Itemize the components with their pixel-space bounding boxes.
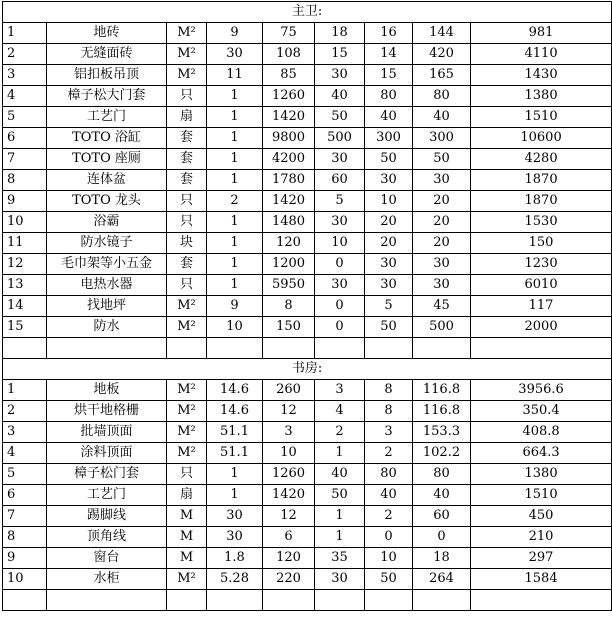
item-name-cell[interactable]: 毛巾架等小五金 (47, 254, 167, 275)
material-price-cell[interactable]: 108 (263, 44, 315, 65)
table-row (3, 443, 612, 464)
unit-cell[interactable]: M (167, 506, 207, 527)
auxiliary-price-cell[interactable]: 8 (365, 401, 413, 422)
blank-cell[interactable] (263, 338, 315, 359)
unit-cell[interactable]: M² (167, 380, 207, 401)
quantity-cell[interactable]: 14.6 (207, 380, 263, 401)
item-name-cell[interactable]: TOTO 座厕 (47, 149, 167, 170)
quantity-cell[interactable]: 10 (207, 317, 263, 338)
item-name-cell[interactable]: 工艺门 (47, 107, 167, 128)
row-index-cell[interactable]: 2 (3, 401, 47, 422)
auxiliary-price-cell[interactable]: 14 (365, 44, 413, 65)
auxiliary-price-cell[interactable]: 10 (365, 548, 413, 569)
labor-total-cell[interactable]: 116.8 (413, 401, 471, 422)
auxiliary-price-cell[interactable]: 20 (365, 233, 413, 254)
labor-total-cell[interactable]: 18 (413, 548, 471, 569)
material-price-cell[interactable]: 12 (263, 506, 315, 527)
row-index-cell[interactable]: 4 (3, 443, 47, 464)
row-index-cell[interactable]: 15 (3, 317, 47, 338)
table-row (3, 23, 612, 44)
auxiliary-price-cell[interactable]: 30 (365, 275, 413, 296)
labor-price-cell[interactable]: 30 (315, 65, 365, 86)
row-index-cell[interactable]: 4 (3, 86, 47, 107)
auxiliary-price-cell[interactable]: 300 (365, 128, 413, 149)
auxiliary-price-cell[interactable]: 8 (365, 380, 413, 401)
quantity-cell[interactable]: 1 (207, 86, 263, 107)
labor-price-cell[interactable]: 40 (315, 464, 365, 485)
unit-cell[interactable]: M² (167, 443, 207, 464)
labor-total-cell[interactable]: 116.8 (413, 380, 471, 401)
unit-cell[interactable]: 只 (167, 86, 207, 107)
item-name-cell[interactable]: 浴霸 (47, 212, 167, 233)
total-price-cell[interactable]: 2000 (471, 317, 612, 338)
quantity-cell[interactable]: 1 (207, 170, 263, 191)
item-name-cell[interactable]: TOTO 龙头 (47, 191, 167, 212)
row-index-cell[interactable]: 10 (3, 212, 47, 233)
blank-cell[interactable] (47, 338, 167, 359)
labor-price-cell[interactable]: 50 (315, 107, 365, 128)
labor-price-cell[interactable]: 30 (315, 149, 365, 170)
labor-total-cell[interactable]: 20 (413, 212, 471, 233)
blank-cell[interactable] (167, 338, 207, 359)
unit-cell[interactable]: 扇 (167, 107, 207, 128)
total-price-cell[interactable]: 10600 (471, 128, 612, 149)
blank-cell[interactable] (315, 590, 365, 611)
material-price-cell[interactable]: 150 (263, 317, 315, 338)
row-index-cell[interactable]: 14 (3, 296, 47, 317)
blank-cell[interactable] (365, 338, 413, 359)
material-price-cell[interactable]: 3 (263, 422, 315, 443)
item-name-cell[interactable]: 铝扣板吊顶 (47, 65, 167, 86)
unit-cell[interactable]: 只 (167, 464, 207, 485)
row-index-cell[interactable]: 8 (3, 170, 47, 191)
material-price-cell[interactable]: 12 (263, 401, 315, 422)
labor-price-cell[interactable]: 50 (315, 485, 365, 506)
total-price-cell[interactable]: 350.4 (471, 401, 612, 422)
table-row (3, 464, 612, 485)
unit-cell[interactable]: M² (167, 569, 207, 590)
blank-cell[interactable] (263, 590, 315, 611)
quantity-cell[interactable]: 2 (207, 191, 263, 212)
auxiliary-price-cell[interactable]: 80 (365, 86, 413, 107)
total-price-cell[interactable]: 297 (471, 548, 612, 569)
material-price-cell[interactable]: 8 (263, 296, 315, 317)
labor-total-cell[interactable]: 30 (413, 275, 471, 296)
quantity-cell[interactable]: 9 (207, 23, 263, 44)
labor-price-cell[interactable]: 5 (315, 191, 365, 212)
unit-cell[interactable]: 套 (167, 149, 207, 170)
quantity-cell[interactable]: 51.1 (207, 443, 263, 464)
unit-cell[interactable]: 扇 (167, 485, 207, 506)
unit-cell[interactable]: M² (167, 296, 207, 317)
row-index-cell[interactable]: 1 (3, 23, 47, 44)
labor-price-cell[interactable]: 30 (315, 275, 365, 296)
labor-total-cell[interactable]: 80 (413, 86, 471, 107)
row-index-cell[interactable]: 3 (3, 65, 47, 86)
unit-cell[interactable]: 套 (167, 170, 207, 191)
material-price-cell[interactable]: 1420 (263, 485, 315, 506)
quantity-cell[interactable]: 1.8 (207, 548, 263, 569)
item-name-cell[interactable]: 电热水器 (47, 275, 167, 296)
total-price-cell[interactable]: 4110 (471, 44, 612, 65)
labor-price-cell[interactable]: 30 (315, 569, 365, 590)
blank-cell[interactable] (413, 590, 471, 611)
auxiliary-price-cell[interactable]: 30 (365, 170, 413, 191)
labor-price-cell[interactable]: 10 (315, 233, 365, 254)
material-price-cell[interactable]: 9800 (263, 128, 315, 149)
unit-cell[interactable]: M² (167, 317, 207, 338)
quantity-cell[interactable]: 30 (207, 506, 263, 527)
item-name-cell[interactable]: 水柜 (47, 569, 167, 590)
quantity-cell[interactable]: 14.6 (207, 401, 263, 422)
blank-cell[interactable] (471, 338, 612, 359)
table-row (3, 149, 612, 170)
labor-price-cell[interactable]: 40 (315, 86, 365, 107)
unit-cell[interactable]: M² (167, 44, 207, 65)
quantity-cell[interactable]: 11 (207, 65, 263, 86)
total-price-cell[interactable]: 1870 (471, 191, 612, 212)
material-price-cell[interactable]: 10 (263, 443, 315, 464)
labor-total-cell[interactable]: 50 (413, 149, 471, 170)
material-price-cell[interactable]: 1260 (263, 86, 315, 107)
labor-total-cell[interactable]: 165 (413, 65, 471, 86)
unit-cell[interactable]: M² (167, 65, 207, 86)
labor-price-cell[interactable]: 0 (315, 254, 365, 275)
auxiliary-price-cell[interactable]: 15 (365, 65, 413, 86)
item-name-cell[interactable]: 防水镜子 (47, 233, 167, 254)
labor-price-cell[interactable]: 0 (315, 317, 365, 338)
material-price-cell[interactable]: 6 (263, 527, 315, 548)
auxiliary-price-cell[interactable]: 2 (365, 506, 413, 527)
labor-price-cell[interactable]: 60 (315, 170, 365, 191)
quantity-cell[interactable]: 1 (207, 233, 263, 254)
quantity-cell[interactable]: 30 (207, 527, 263, 548)
labor-price-cell[interactable]: 1 (315, 443, 365, 464)
total-price-cell[interactable]: 150 (471, 233, 612, 254)
labor-total-cell[interactable]: 102.2 (413, 443, 471, 464)
total-price-cell[interactable]: 1380 (471, 464, 612, 485)
quantity-cell[interactable]: 1 (207, 485, 263, 506)
material-price-cell[interactable]: 1480 (263, 212, 315, 233)
auxiliary-price-cell[interactable]: 3 (365, 422, 413, 443)
unit-cell[interactable]: 块 (167, 233, 207, 254)
table-row (3, 548, 612, 569)
labor-total-cell[interactable]: 30 (413, 254, 471, 275)
labor-total-cell[interactable]: 20 (413, 191, 471, 212)
table-row (3, 296, 612, 317)
row-index-cell[interactable]: 11 (3, 233, 47, 254)
item-name-cell[interactable]: 连体盆 (47, 170, 167, 191)
auxiliary-price-cell[interactable]: 16 (365, 23, 413, 44)
unit-cell[interactable]: M² (167, 422, 207, 443)
auxiliary-price-cell[interactable]: 2 (365, 443, 413, 464)
labor-total-cell[interactable]: 0 (413, 527, 471, 548)
item-name-cell[interactable]: 找地坪 (47, 296, 167, 317)
total-price-cell[interactable]: 1380 (471, 86, 612, 107)
table-row (3, 212, 612, 233)
table-row (3, 569, 612, 590)
table-row (3, 128, 612, 149)
labor-price-cell[interactable]: 15 (315, 44, 365, 65)
blank-row (3, 338, 612, 359)
total-price-cell[interactable]: 450 (471, 506, 612, 527)
unit-cell[interactable]: M (167, 527, 207, 548)
section-header-row (3, 359, 612, 380)
row-index-cell[interactable]: 8 (3, 527, 47, 548)
quantity-cell[interactable]: 51.1 (207, 422, 263, 443)
row-index-cell[interactable]: 9 (3, 548, 47, 569)
labor-total-cell[interactable]: 153.3 (413, 422, 471, 443)
material-price-cell[interactable]: 1200 (263, 254, 315, 275)
material-price-cell[interactable]: 260 (263, 380, 315, 401)
material-price-cell[interactable]: 1420 (263, 191, 315, 212)
quantity-cell[interactable]: 1 (207, 128, 263, 149)
auxiliary-price-cell[interactable]: 50 (365, 569, 413, 590)
auxiliary-price-cell[interactable]: 30 (365, 254, 413, 275)
labor-total-cell[interactable]: 300 (413, 128, 471, 149)
quantity-cell[interactable]: 30 (207, 44, 263, 65)
table-row (3, 86, 612, 107)
blank-cell[interactable] (471, 590, 612, 611)
labor-price-cell[interactable]: 1 (315, 527, 365, 548)
item-name-cell[interactable]: 工艺门 (47, 485, 167, 506)
labor-price-cell[interactable]: 4 (315, 401, 365, 422)
unit-cell[interactable]: M (167, 548, 207, 569)
total-price-cell[interactable]: 117 (471, 296, 612, 317)
blank-cell[interactable] (3, 338, 47, 359)
row-index-cell[interactable]: 12 (3, 254, 47, 275)
auxiliary-price-cell[interactable]: 5 (365, 296, 413, 317)
auxiliary-price-cell[interactable]: 0 (365, 527, 413, 548)
quantity-cell[interactable]: 5.28 (207, 569, 263, 590)
material-price-cell[interactable]: 5950 (263, 275, 315, 296)
item-name-cell[interactable]: 地板 (47, 380, 167, 401)
auxiliary-price-cell[interactable]: 50 (365, 317, 413, 338)
row-index-cell[interactable]: 5 (3, 107, 47, 128)
total-price-cell[interactable]: 1230 (471, 254, 612, 275)
section-title: 书房: (3, 359, 612, 380)
labor-price-cell[interactable]: 0 (315, 296, 365, 317)
blank-cell[interactable] (315, 338, 365, 359)
labor-total-cell[interactable]: 144 (413, 23, 471, 44)
material-price-cell[interactable]: 220 (263, 569, 315, 590)
table-row (3, 506, 612, 527)
unit-cell[interactable]: 只 (167, 191, 207, 212)
quantity-cell[interactable]: 1 (207, 254, 263, 275)
total-price-cell[interactable]: 1530 (471, 212, 612, 233)
table-row (3, 275, 612, 296)
row-index-cell[interactable]: 2 (3, 44, 47, 65)
labor-price-cell[interactable]: 35 (315, 548, 365, 569)
blank-cell[interactable] (207, 338, 263, 359)
section-header-row (3, 2, 612, 23)
item-name-cell[interactable]: 踢脚线 (47, 506, 167, 527)
row-index-cell[interactable]: 1 (3, 380, 47, 401)
auxiliary-price-cell[interactable]: 40 (365, 485, 413, 506)
row-index-cell[interactable]: 3 (3, 422, 47, 443)
quantity-cell[interactable]: 1 (207, 464, 263, 485)
auxiliary-price-cell[interactable]: 10 (365, 191, 413, 212)
total-price-cell[interactable]: 408.8 (471, 422, 612, 443)
item-name-cell[interactable]: 地砖 (47, 23, 167, 44)
unit-cell[interactable]: 套 (167, 128, 207, 149)
blank-cell[interactable] (365, 590, 413, 611)
labor-total-cell[interactable]: 45 (413, 296, 471, 317)
quantity-cell[interactable]: 1 (207, 107, 263, 128)
row-index-cell[interactable]: 13 (3, 275, 47, 296)
budget-table (2, 1, 612, 611)
total-price-cell[interactable]: 210 (471, 527, 612, 548)
item-name-cell[interactable]: 防水 (47, 317, 167, 338)
table-row (3, 170, 612, 191)
blank-row (3, 590, 612, 611)
item-name-cell[interactable]: 樟子松大门套 (47, 86, 167, 107)
labor-total-cell[interactable]: 40 (413, 485, 471, 506)
table-row (3, 401, 612, 422)
material-price-cell[interactable]: 120 (263, 233, 315, 254)
item-name-cell[interactable]: 顶角线 (47, 527, 167, 548)
row-index-cell[interactable]: 7 (3, 149, 47, 170)
material-price-cell[interactable]: 85 (263, 65, 315, 86)
labor-total-cell[interactable]: 40 (413, 107, 471, 128)
table-row (3, 380, 612, 401)
labor-price-cell[interactable]: 2 (315, 422, 365, 443)
row-index-cell[interactable]: 7 (3, 506, 47, 527)
item-name-cell[interactable]: 批墙顶面 (47, 422, 167, 443)
row-index-cell[interactable]: 10 (3, 569, 47, 590)
total-price-cell[interactable]: 1870 (471, 170, 612, 191)
blank-cell[interactable] (47, 590, 167, 611)
quantity-cell[interactable]: 1 (207, 275, 263, 296)
quantity-cell[interactable]: 1 (207, 212, 263, 233)
table-row (3, 65, 612, 86)
unit-cell[interactable]: 只 (167, 275, 207, 296)
total-price-cell[interactable]: 6010 (471, 275, 612, 296)
row-index-cell[interactable]: 9 (3, 191, 47, 212)
blank-cell[interactable] (413, 338, 471, 359)
table-row (3, 317, 612, 338)
auxiliary-price-cell[interactable]: 20 (365, 212, 413, 233)
labor-total-cell[interactable]: 20 (413, 233, 471, 254)
section-title: 主卫: (3, 2, 612, 23)
row-index-cell[interactable]: 5 (3, 464, 47, 485)
total-price-cell[interactable]: 981 (471, 23, 612, 44)
item-name-cell[interactable]: 无缝面砖 (47, 44, 167, 65)
table-row (3, 485, 612, 506)
unit-cell[interactable]: M² (167, 23, 207, 44)
labor-total-cell[interactable]: 80 (413, 464, 471, 485)
auxiliary-price-cell[interactable]: 80 (365, 464, 413, 485)
unit-cell[interactable]: 只 (167, 212, 207, 233)
material-price-cell[interactable]: 4200 (263, 149, 315, 170)
labor-total-cell[interactable]: 60 (413, 506, 471, 527)
item-name-cell[interactable]: TOTO 浴缸 (47, 128, 167, 149)
blank-cell[interactable] (167, 590, 207, 611)
table-row (3, 107, 612, 128)
total-price-cell[interactable]: 1510 (471, 107, 612, 128)
blank-cell[interactable] (3, 590, 47, 611)
table-row (3, 422, 612, 443)
labor-total-cell[interactable]: 420 (413, 44, 471, 65)
labor-price-cell[interactable]: 18 (315, 23, 365, 44)
table-row (3, 191, 612, 212)
table-row (3, 233, 612, 254)
material-price-cell[interactable]: 120 (263, 548, 315, 569)
quantity-cell[interactable]: 1 (207, 149, 263, 170)
auxiliary-price-cell[interactable]: 40 (365, 107, 413, 128)
labor-total-cell[interactable]: 500 (413, 317, 471, 338)
table-row (3, 254, 612, 275)
item-name-cell[interactable]: 涂料顶面 (47, 443, 167, 464)
total-price-cell[interactable]: 1584 (471, 569, 612, 590)
total-price-cell[interactable]: 4280 (471, 149, 612, 170)
auxiliary-price-cell[interactable]: 50 (365, 149, 413, 170)
total-price-cell[interactable]: 664.3 (471, 443, 612, 464)
labor-total-cell[interactable]: 30 (413, 170, 471, 191)
labor-price-cell[interactable]: 500 (315, 128, 365, 149)
material-price-cell[interactable]: 75 (263, 23, 315, 44)
total-price-cell[interactable]: 3956.6 (471, 380, 612, 401)
total-price-cell[interactable]: 1510 (471, 485, 612, 506)
labor-price-cell[interactable]: 30 (315, 212, 365, 233)
labor-price-cell[interactable]: 3 (315, 380, 365, 401)
table-row (3, 527, 612, 548)
quantity-cell[interactable]: 9 (207, 296, 263, 317)
material-price-cell[interactable]: 1780 (263, 170, 315, 191)
item-name-cell[interactable]: 樟子松门套 (47, 464, 167, 485)
total-price-cell[interactable]: 1430 (471, 65, 612, 86)
material-price-cell[interactable]: 1260 (263, 464, 315, 485)
blank-cell[interactable] (207, 590, 263, 611)
labor-total-cell[interactable]: 264 (413, 569, 471, 590)
row-index-cell[interactable]: 6 (3, 485, 47, 506)
unit-cell[interactable]: M² (167, 401, 207, 422)
labor-price-cell[interactable]: 1 (315, 506, 365, 527)
row-index-cell[interactable]: 6 (3, 128, 47, 149)
item-name-cell[interactable]: 窗台 (47, 548, 167, 569)
table-row (3, 44, 612, 65)
material-price-cell[interactable]: 1420 (263, 107, 315, 128)
unit-cell[interactable]: 套 (167, 254, 207, 275)
item-name-cell[interactable]: 烘干地格栅 (47, 401, 167, 422)
